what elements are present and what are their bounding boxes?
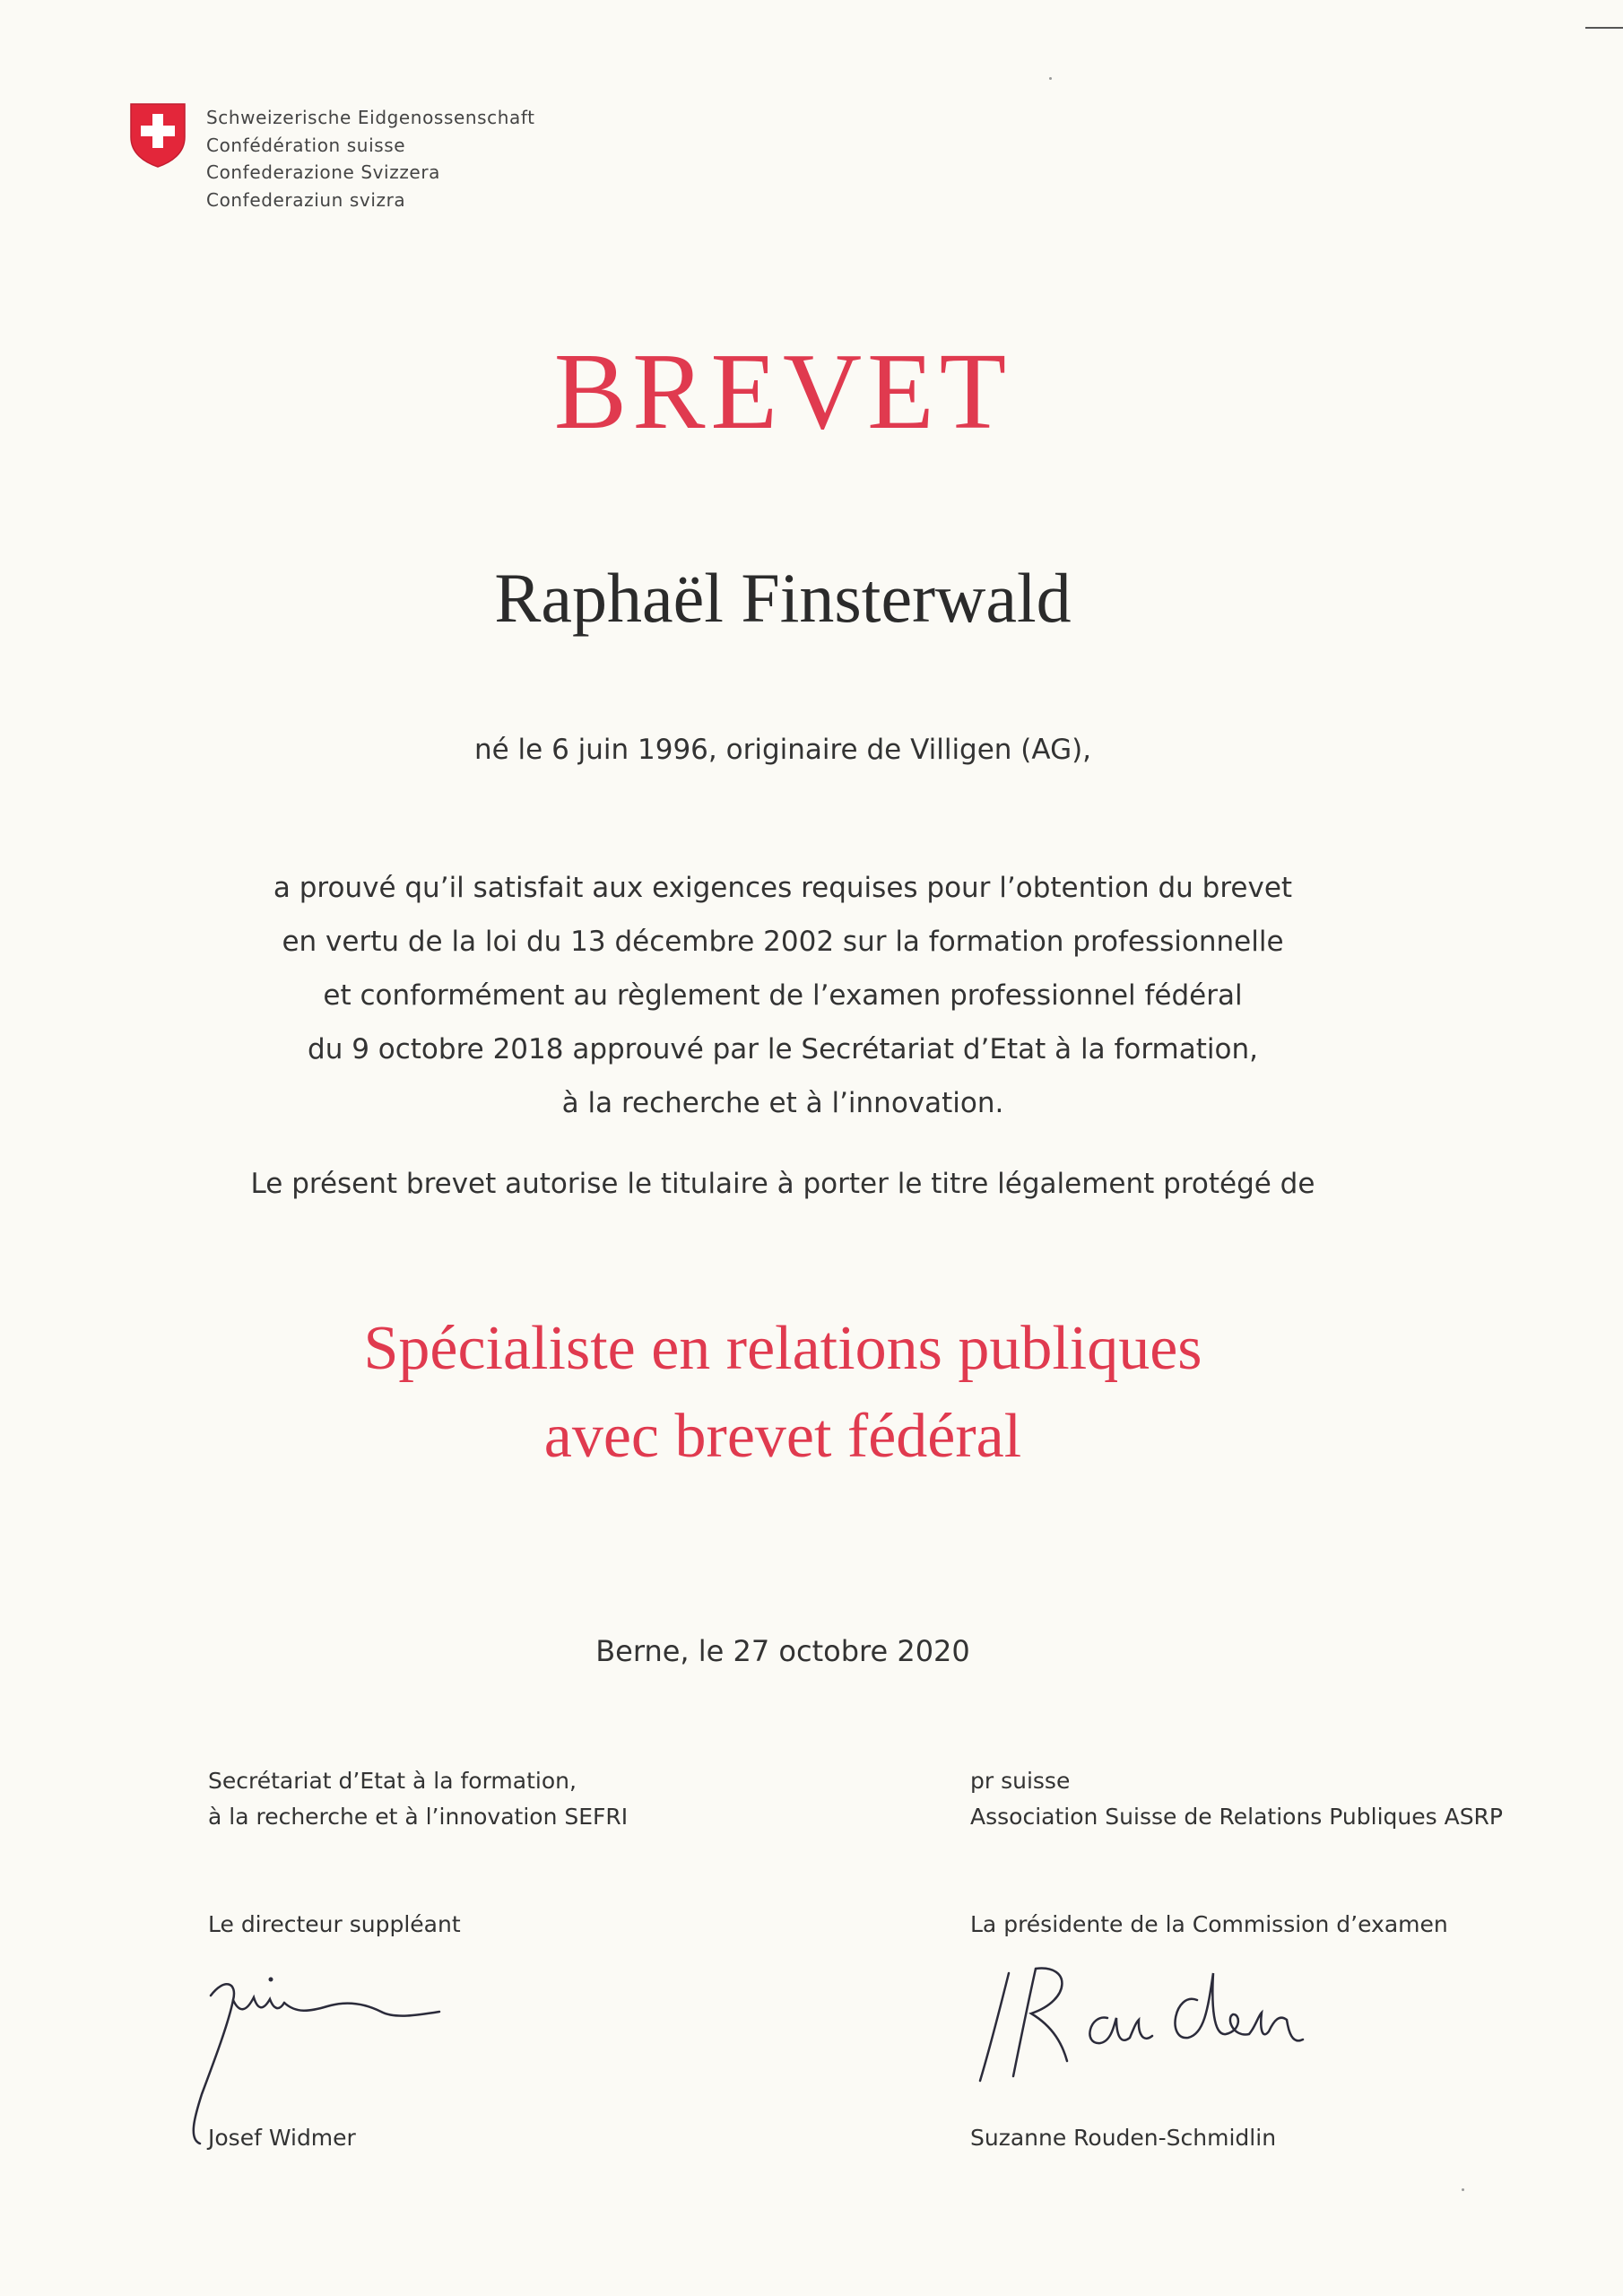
right-signatory-role: La présidente de la Commission d’examen	[970, 1911, 1448, 1937]
confederation-names	[206, 104, 535, 213]
degree-title-line: Spécialiste en relations publiques	[363, 1314, 1202, 1383]
scan-edge-mark	[1585, 27, 1623, 29]
left-signatory-name: Josef Widmer	[208, 2125, 356, 2151]
confederation-name-it: Confederazione Svizzera	[206, 161, 440, 183]
body-line: et conformément au règlement de l’examen professionnel fédéral	[323, 979, 1243, 1012]
right-signature-icon	[973, 1955, 1332, 2090]
right-signatory-organization	[970, 1763, 1503, 1835]
paper-speck	[1049, 77, 1052, 80]
org-line: Association Suisse de Relations Publiques ASRP	[970, 1804, 1504, 1830]
place-date: Berne, le 27 octobre 2020	[595, 1634, 970, 1668]
degree-title	[0, 1305, 1566, 1481]
org-line: à la recherche et à l’innovation SEFRI	[208, 1804, 629, 1830]
left-signatory-role: Le directeur suppléant	[208, 1911, 461, 1937]
swiss-cross-shield-icon	[128, 101, 187, 169]
body-line: du 9 octobre 2018 approuvé par le Secrétariat d’Etat à la formation,	[308, 1033, 1258, 1065]
degree-title-line: avec brevet fédéral	[543, 1402, 1022, 1471]
body-line: a prouvé qu’il satisfait aux exigences requises pour l’obtention du brevet	[273, 872, 1293, 904]
body-line: à la recherche et à l’innovation.	[561, 1087, 1004, 1119]
org-line: pr suisse	[970, 1768, 1071, 1794]
paper-speck	[1462, 2188, 1464, 2191]
birth-origin-line: né le 6 juin 1996, originaire de Villigen (AG),	[473, 734, 1092, 766]
confederation-name-rm: Confederaziun svizra	[206, 188, 406, 211]
holder-name: Raphaël Finsterwald	[494, 559, 1072, 637]
authorization-line: Le présent brevet autorise le titulaire à porter le titre légalement protégé de	[250, 1168, 1315, 1200]
body-line: en vertu de la loi du 13 décembre 2002 sur la formation professionnelle	[282, 926, 1284, 958]
confederation-name-de: Schweizerische Eidgenossenschaft	[206, 107, 535, 128]
right-signatory-name: Suzanne Rouden-Schmidlin	[970, 2125, 1277, 2151]
left-signatory-organization	[208, 1763, 628, 1835]
confederation-name-fr: Confédération suisse	[206, 134, 406, 156]
certificate-body	[0, 861, 1566, 1130]
certificate-title: BREVET	[553, 331, 1012, 452]
org-line: Secrétariat d’Etat à la formation,	[208, 1768, 577, 1794]
